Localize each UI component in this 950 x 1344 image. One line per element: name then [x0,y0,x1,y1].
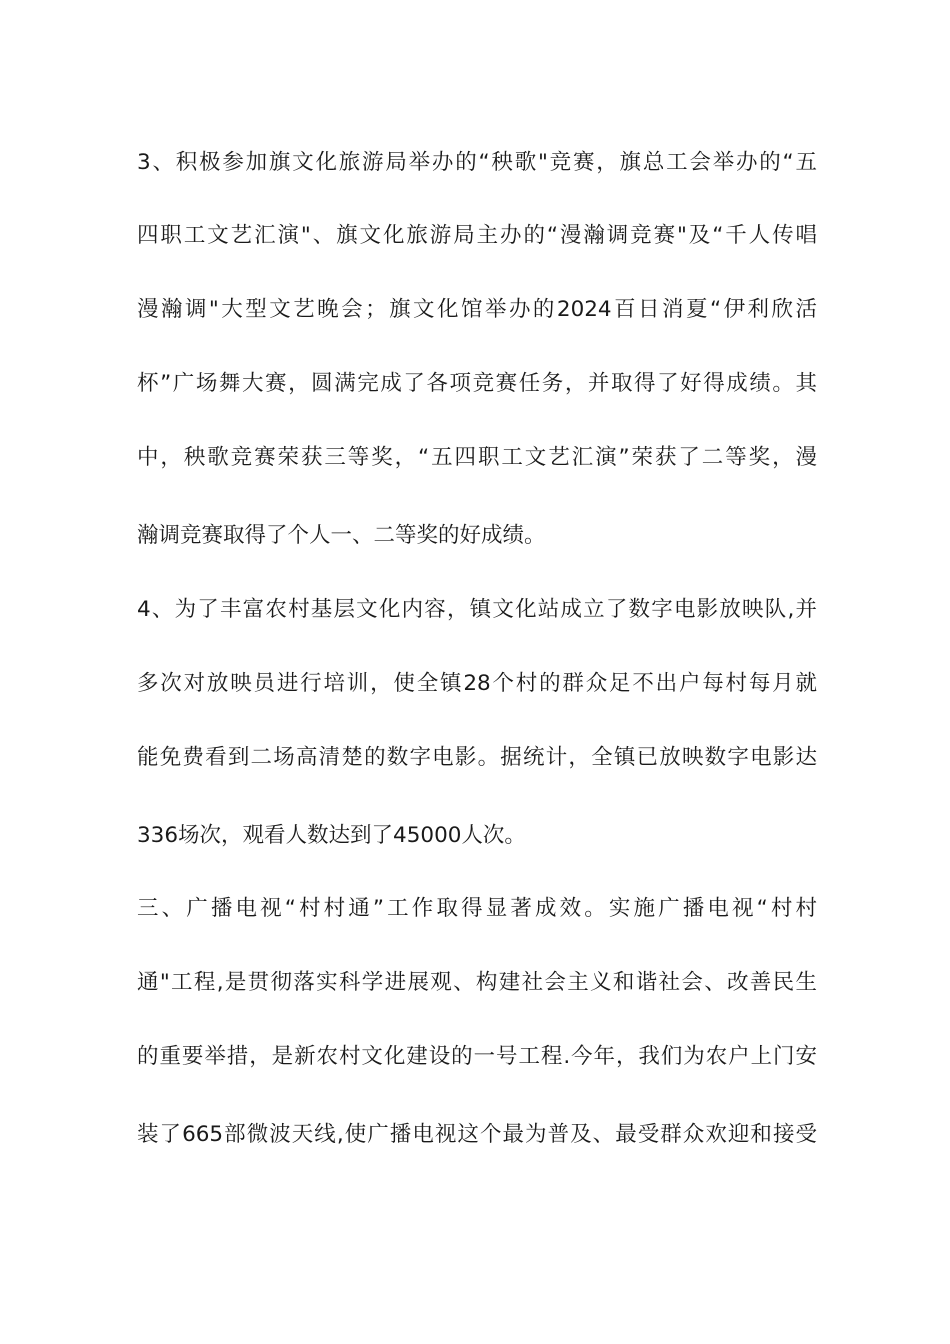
text-line: 中，秧歌竞赛荣获三等奖，“五四职工文艺汇演”荣获了二等奖，漫 [137,445,817,470]
text-line: 四职工文艺汇演"、旗文化旅游局主办的“漫瀚调竞赛"及“千人传唱 [137,223,817,248]
text-line: 装了665部微波天线,使广播电视这个最为普及、最受群众欢迎和接受 [137,1122,817,1147]
text-line: 4、为了丰富农村基层文化内容，镇文化站成立了数字电影放映队,并 [137,597,817,622]
text-line: 瀚调竞赛取得了个人一、二等奖的好成绩。 [137,523,546,548]
text-line: 三、广播电视“村村通”工作取得显著成效。实施广播电视“村村 [137,896,817,921]
text-line: 能免费看到二场高清楚的数字电影。据统计，全镇已放映数字电影达 [137,745,817,770]
text-line: 杯”广场舞大赛，圆满完成了各项竞赛任务，并取得了好得成绩。其 [137,371,817,396]
text-line: 的重要举措，是新农村文化建设的一号工程.今年，我们为农户上门安 [137,1044,817,1069]
text-line: 漫瀚调"大型文艺晚会；旗文化馆举办的2024百日消夏“伊利欣活 [137,297,817,322]
text-line: 3、积极参加旗文化旅游局举办的“秧歌"竞赛，旗总工会举办的“五 [137,150,817,175]
text-line: 多次对放映员进行培训，使全镇28个村的群众足不出户每村每月就 [137,671,817,696]
text-line: 336场次，观看人数达到了45000人次。 [137,823,526,848]
text-line: 通"工程,是贯彻落实科学进展观、构建社会主义和谐社会、改善民生 [137,970,817,995]
